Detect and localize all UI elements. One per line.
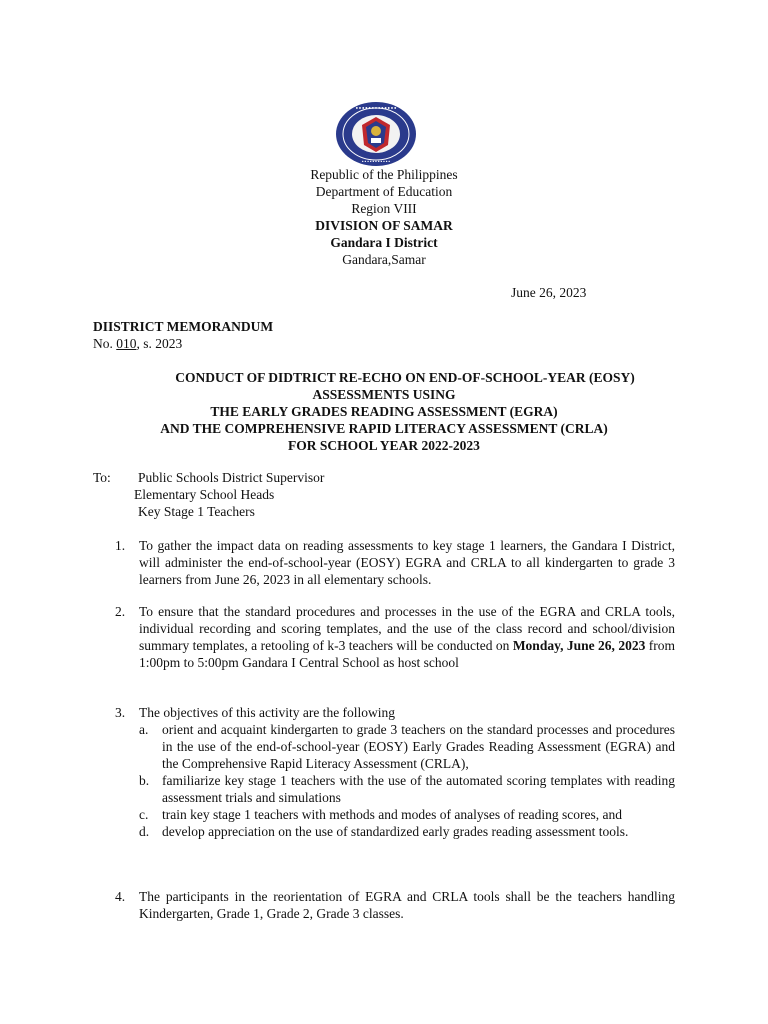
sub-item — [139, 823, 675, 840]
sub-item — [139, 806, 675, 823]
sub-item-text: train key stage 1 teachers with methods and modes of analyses of reading scores, and — [162, 807, 622, 822]
sub-item-letter: b. — [139, 773, 150, 788]
item-text — [139, 603, 675, 671]
subject-line-3: THE EARLY GRADES READING ASSESSMENT (EGRA) — [210, 404, 558, 419]
header-division: DIVISION OF SAMAR — [315, 218, 453, 233]
sub-item-letter: c. — [139, 807, 149, 822]
sub-item-text: familiarize key stage 1 teachers with the use of the automated scoring templates with reading assessment trials and simulations — [162, 773, 675, 805]
list-item — [115, 888, 675, 922]
memo-number-suffix: , s. 2023 — [136, 336, 183, 351]
item-number: 4. — [115, 889, 126, 904]
item-text: The participants in the reorientation of EGRA and CRLA tools shall be the teachers handling Kindergarten, Grade 1, Grade 2, Grade 3 classes. — [139, 889, 675, 921]
letterhead — [0, 166, 768, 268]
sub-item — [139, 772, 675, 806]
list-item — [115, 704, 675, 840]
recipient-list — [134, 469, 325, 520]
item-number: 1. — [115, 538, 126, 553]
item-text: To gather the impact data on reading assessments to key stage 1 learners, the Gandara I District, will administer the end-of-school-year (EOSY) EGRA and CRLA to all kindergarten to grade 3 learners from June 26, 2023 in all elementary schools. — [139, 538, 675, 587]
sub-item-text: orient and acquaint kindergarten to grade 3 teachers on the standard processes and procedures in the use of the end-of-school-year (EOSY) Early Grades Reading Assessment (EGRA) and the Comprehensive Rapid Literacy Assessment (CRLA), — [162, 722, 675, 771]
memo-subject — [0, 369, 768, 454]
list-item — [115, 537, 675, 588]
item-number: 2. — [115, 604, 126, 619]
sub-item-letter: a. — [139, 722, 149, 737]
sub-item-letter: d. — [139, 824, 150, 839]
item-text-emphasis: Monday, June 26, 2023 — [512, 638, 646, 653]
sub-item-text: develop appreciation on the use of standardized early grades reading assessment tools. — [162, 824, 629, 839]
header-republic: Republic of the Philippines — [310, 167, 458, 182]
list-item — [115, 603, 675, 671]
item-number: 3. — [115, 705, 126, 720]
item-text-part: from 1:00pm to 5:00pm Gandara I Central School as host school — [139, 638, 675, 670]
svg-text:•••••••••••••: ••••••••••••• — [355, 106, 397, 112]
item-text: The objectives of this activity are the following — [139, 705, 396, 720]
header-location: Gandara,Samar — [342, 252, 426, 267]
memo-number-value: 010 — [116, 336, 137, 351]
subject-line-1: CONDUCT OF DIDTRICT RE-ECHO ON END-OF-SCHOOL-YEAR (EOSY) — [175, 370, 635, 385]
recipient-item: Elementary School Heads — [134, 487, 275, 502]
item-text-part: To ensure that the standard procedures and processes in the use of the EGRA and CRLA tools, individual recording and scoring templates, and the use of the class record and school/division summary templates, a retooling of k-3 teachers will be conducted on — [139, 604, 675, 653]
recipient-item: Key Stage 1 Teachers — [138, 504, 255, 519]
memo-number-prefix: No. — [93, 336, 117, 351]
header-department: Department of Education — [315, 184, 453, 199]
memo-title: DIISTRICT MEMORANDUM — [93, 319, 274, 334]
header-district: Gandara I District — [330, 235, 438, 250]
memo-date: June 26, 2023 — [511, 285, 587, 300]
memo-number — [93, 335, 182, 352]
subject-line-2: ASSESSMENTS USING — [312, 387, 456, 402]
to-label: To: — [93, 470, 111, 485]
svg-text:•••••••••••: ••••••••••• — [361, 160, 391, 165]
subject-line-5: FOR SCHOOL YEAR 2022-2023 — [288, 438, 480, 453]
header-region: Region VIII — [351, 201, 417, 216]
recipient-item: Public Schools District Supervisor — [138, 470, 325, 485]
sub-item — [139, 721, 675, 772]
subject-line-4: AND THE COMPREHENSIVE RAPID LITERACY ASSESSMENT (CRLA) — [160, 421, 608, 436]
deped-seal-icon — [335, 101, 417, 167]
